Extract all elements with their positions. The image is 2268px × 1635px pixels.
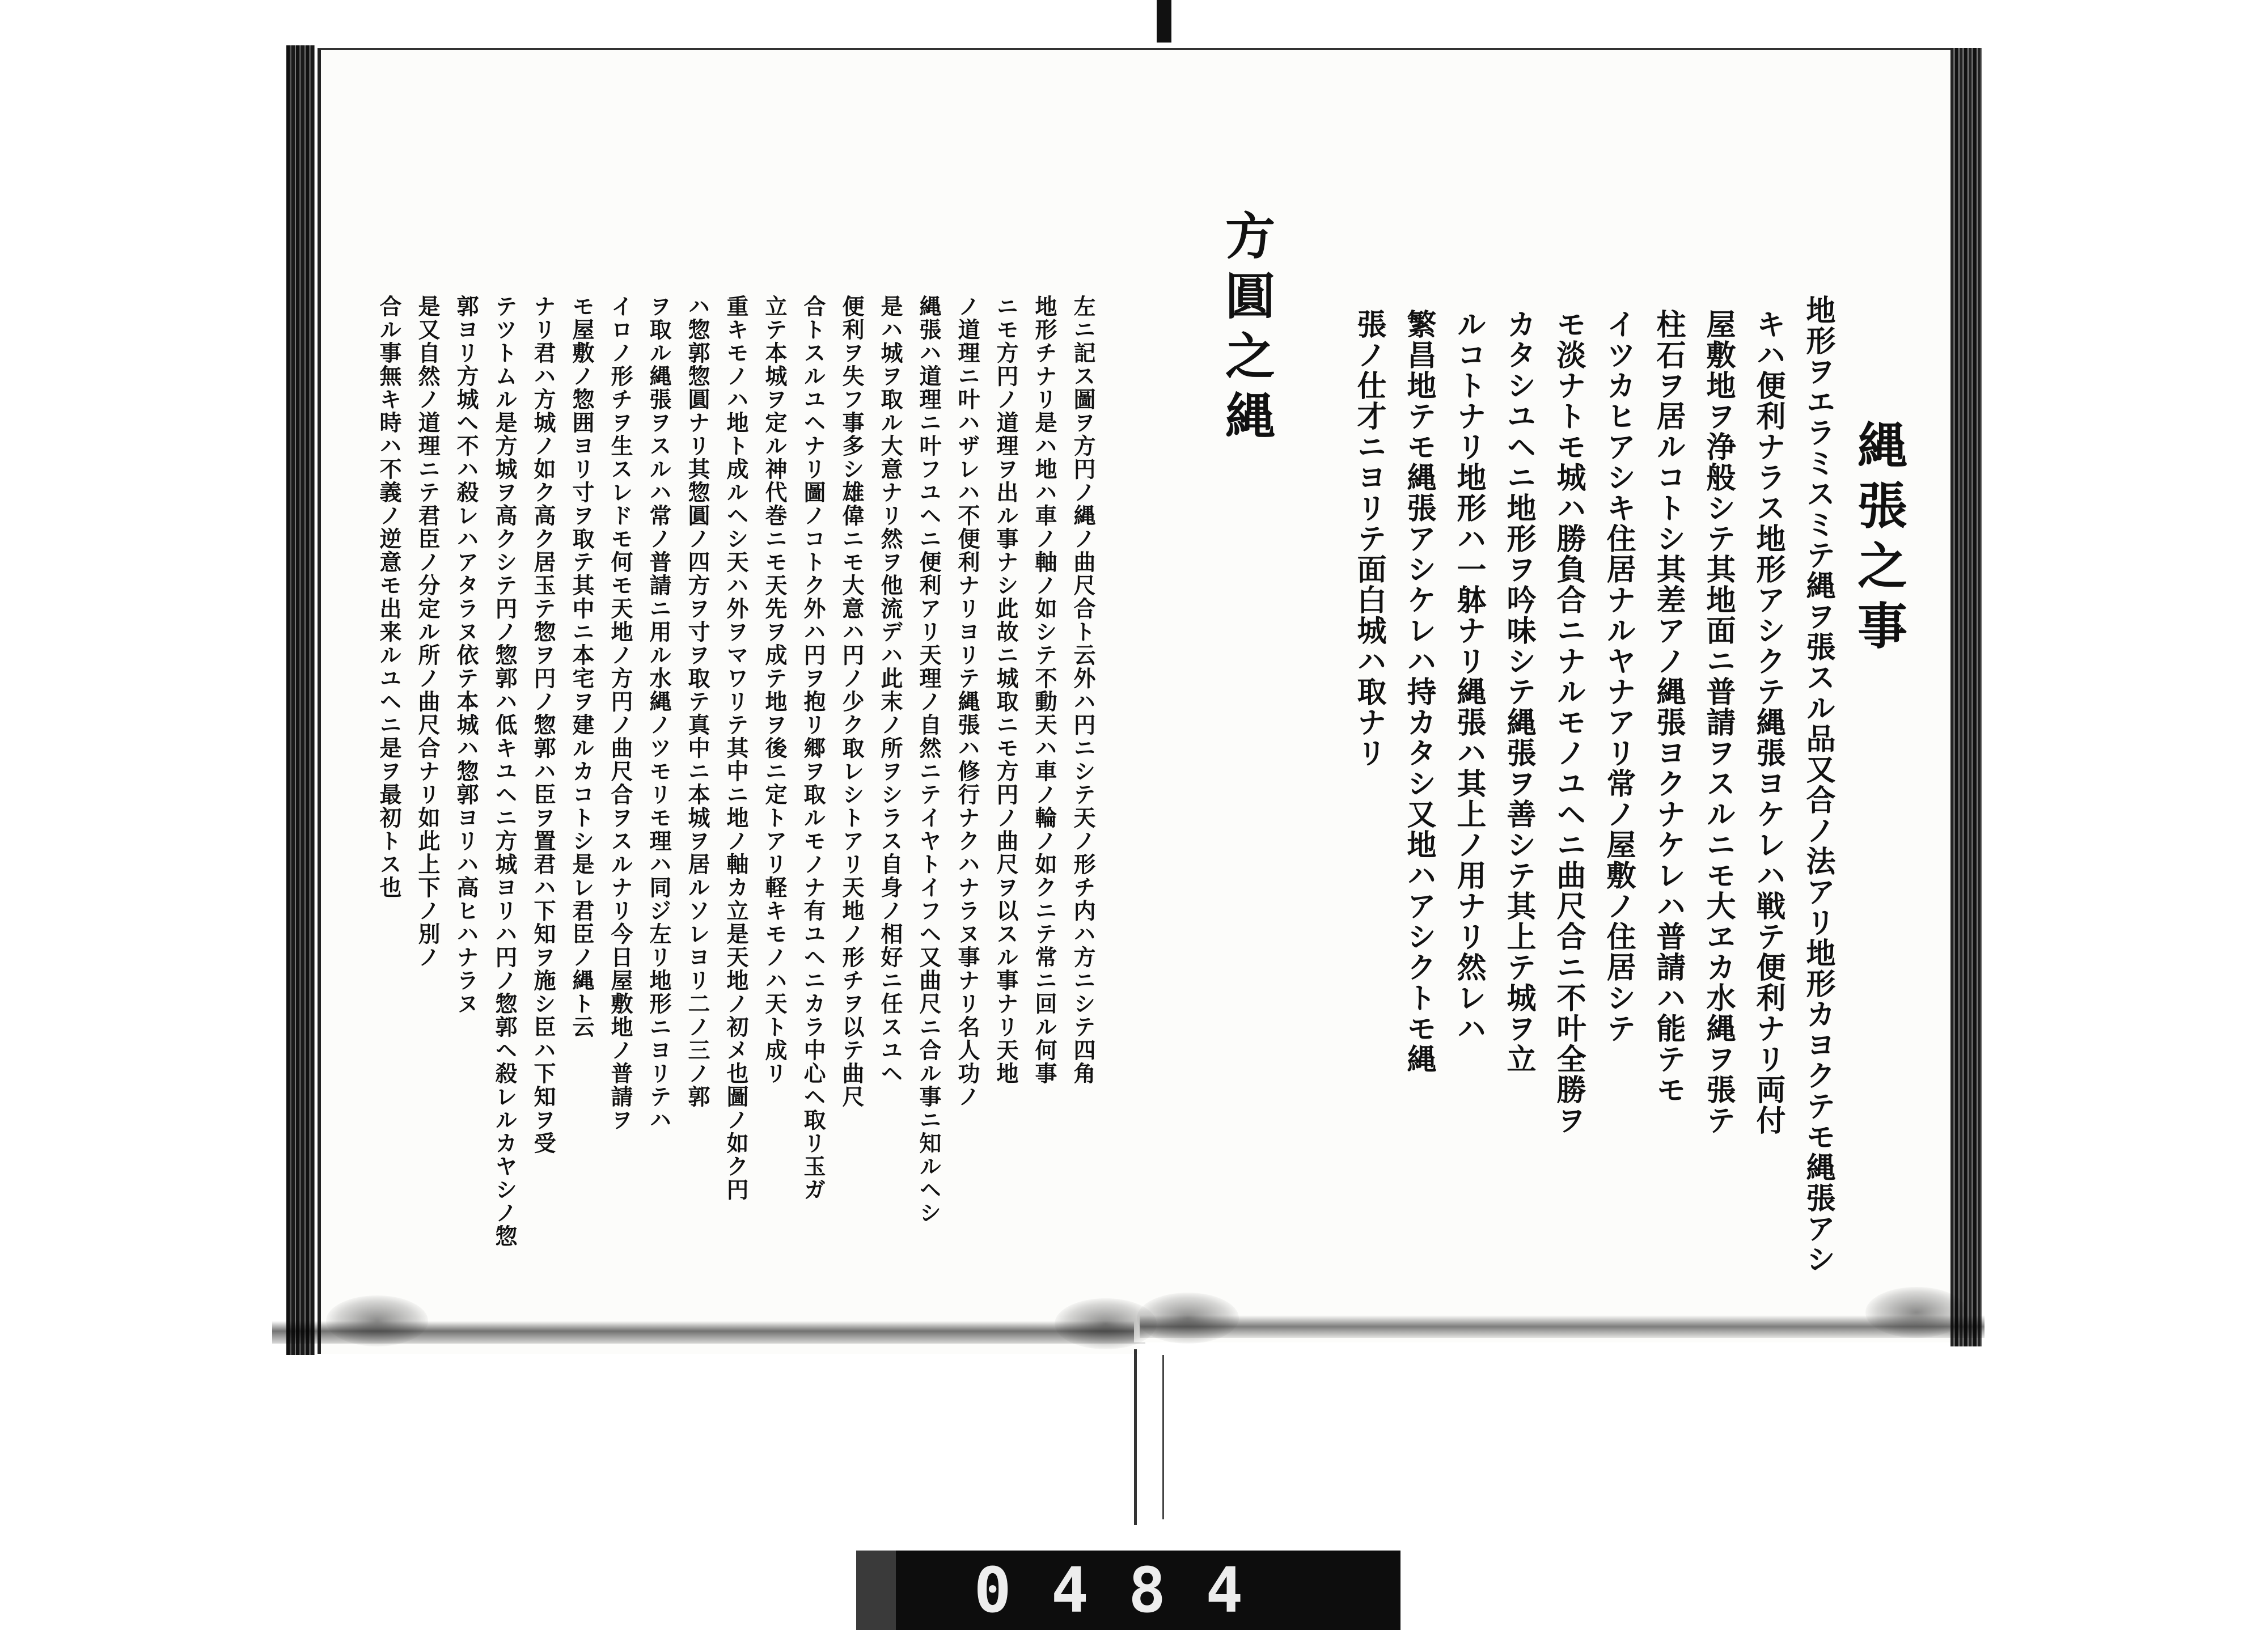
text-column: ノ道理ニ叶ハザレハ不便利ナリヨリテ縄張ハ修行ナクハナラヌ事ナリ名人功ノ: [954, 295, 980, 1108]
right-page-bottom-edge: [1140, 1315, 1984, 1338]
text-column: 合ル事無キ時ハ不義ノ逆意モ出来ルユヘニ是ヲ最初トス也: [376, 295, 402, 899]
text-column: キハ便利ナラス地形アシクテ縄張ヨケレハ戦テ便利ナリ両付: [1751, 309, 1785, 1136]
text-column: モ淡ナトモ城ハ勝負合ニナルモノユヘニ曲尺合ニ不叶全勝ヲ: [1551, 309, 1586, 1136]
text-column: 是ハ城ヲ取ル大意ナリ然ヲ他流デハ此末ノ所ヲシラス自身ノ相好ニ任スユヘ: [877, 295, 903, 1085]
text-column: 便利ヲ失フ事多シ雄偉ニモ大意ハ円ノ少ク取レシトアリ天地ノ形チヲ以テ曲尺: [839, 295, 865, 1108]
text-column: 柱石ヲ居ルコトシ其差アノ縄張ヨクナケレハ普請ハ能テモ: [1651, 309, 1686, 1105]
text-column: 地形チナリ是ハ地ハ車ノ軸ノ如シテ不動天ハ車ノ輪ノ如クニテ常ニ回ル何事: [1031, 295, 1057, 1085]
text-column: モ屋敷ノ惣囲ヨリ寸ヲ取テ其中ニ本宅ヲ建ルカコトシ是レ君臣ノ縄ト云: [569, 295, 595, 1039]
text-column: 是又自然ノ道理ニテ君臣ノ分定ル所ノ曲尺合ナリ如此上下ノ別ノ: [414, 295, 441, 969]
text-column: イロノ形チヲ生スレドモ何モ天地ノ方円ノ曲尺合ヲスルナリ今日屋敷地ノ普請ヲ: [607, 295, 633, 1132]
text-column: カタシユヘニ地形ヲ吟味シテ縄張ヲ善シテ其上テ城ヲ立: [1501, 309, 1536, 1074]
text-column: イツカヒアシキ住居ナルヤナアリ常ノ屋敷ノ住居シテ: [1601, 309, 1636, 1044]
text-column: 張ノ仕才ニヨリテ面白城ハ取ナリ: [1352, 309, 1386, 768]
page-title: 縄張之事: [1850, 420, 1909, 660]
gutter-line: [1134, 1349, 1137, 1525]
text-column: 郭ヨリ方城へ不ハ殺レハアタラヌ依テ本城ハ惣郭ヨリハ高ヒハナラヌ: [453, 295, 479, 1015]
text-column: ナリ君ハ方城ノ如ク高ク居玉テ惣ヲ円ノ惣郭ハ臣ヲ置君ハ下知ヲ施シ臣ハ下知ヲ受: [530, 295, 556, 1155]
text-column: ハ惣郭惣圓ナリ其惣圓ノ四方ヲ寸ヲ取テ真中ニ本城ヲ居ルソレヨリ二ノ三ノ郭: [684, 295, 710, 1108]
text-column: ヲ取ル縄張ヲスルハ常ノ普請ニ用ル水縄ノツモリモ理ハ同ジ左リ地形ニヨリテハ: [646, 295, 672, 1132]
text-column: 地形ヲエラミスミテ縄ヲ張スル品又合ノ法アリ地形カヨクテモ縄張アシ: [1801, 295, 1835, 1274]
text-column: 合トスルユヘナリ圖ノコトク外ハ円ヲ抱リ郷ヲ取ルモノナ有ユヘニカラ中心ヘ取リ玉ガ: [800, 295, 826, 1201]
text-column: テツトムル是方城ヲ高クシテ円ノ惣郭ハ低キユヘニ方城ヨリハ円ノ惣郭ヘ殺レルカヤシノ惣: [492, 295, 518, 1248]
text-column: ニモ方円ノ道理ヲ出ル事ナシ此故ニ城取ニモ方円ノ曲尺ヲ以スル事ナリ天地: [993, 295, 1019, 1085]
gutter-binding-mark: [1157, 0, 1171, 43]
text-column: ルコトナリ地形ハ一躰ナリ縄張ハ其上ノ用ナリ然レハ: [1452, 309, 1486, 1044]
text-column: 立テ本城ヲ定ル神代巻ニモ天先ヲ成テ地ヲ後ニ定トアリ軽キモノハ天ト成リ: [761, 295, 788, 1085]
text-column: 左ニ記ス圖ヲ方円ノ縄ノ曲尺合ト云外ハ円ニシテ天ノ形チ内ハ方ニシテ四角: [1070, 295, 1096, 1085]
corner-smudge: [1865, 1287, 1967, 1338]
text-column: 繁昌地テモ縄張アシケレハ持カタシ又地ハアシクトモ縄: [1402, 309, 1436, 1074]
gutter-line: [1162, 1355, 1164, 1519]
corner-smudge: [1137, 1293, 1239, 1344]
text-column: 縄張ハ道理ニ叶フユヘニ便利アリ天理ノ自然ニテイヤトイフヘ又曲尺ニ合ル事ニ知ルヘシ: [916, 295, 942, 1225]
page-number: 0484: [856, 1551, 1400, 1630]
text-column: 屋敷地ヲ浄般シテ其地面ニ普請ヲスルニモ大ヱカ水縄ヲ張テ: [1701, 309, 1736, 1136]
text-column: 重キモノハ地ト成ルヘシ天ハ外ヲマワリテ其中ニ地ノ軸カ立是天地ノ初メ也圖ノ如ク円: [723, 295, 749, 1201]
section-heading: 方圓之縄: [1217, 210, 1276, 450]
left-page-edge: [286, 45, 315, 1355]
corner-smudge: [326, 1295, 428, 1346]
right-page-edge: [1950, 48, 1982, 1346]
